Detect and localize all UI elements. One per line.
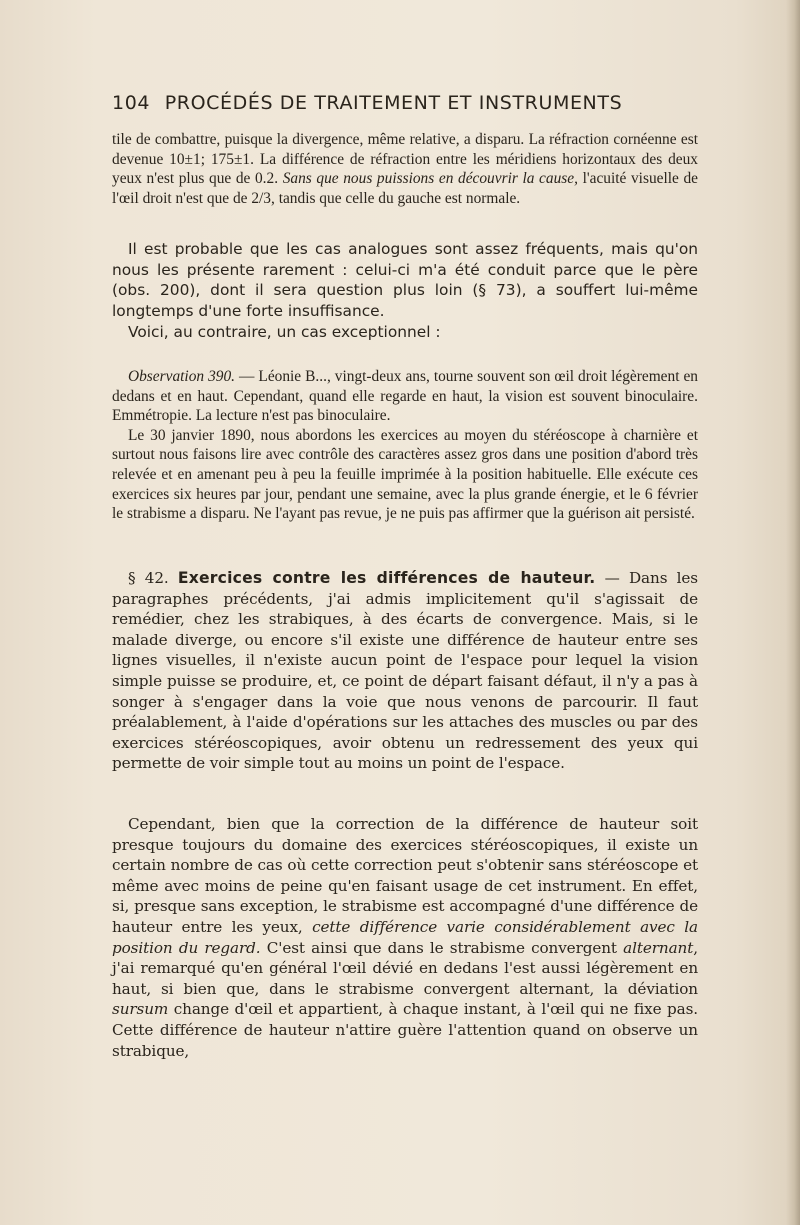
observation-text-b: Le 30 janvier 1890, nous abordons les exercices au moyen du stéréoscope à charnière et surtout nous faisons lire avec contrôle des caractères assez gros dans une position d'abord très relevée et en amenant peu à peu la feuille imprimée à la position habituelle. Elle exécute ces exercices six heures par jour, pendant une semaine, avec la plus grande énergie, et le 6 février le strabisme a disparu. Ne l'ayant pas revue, je ne puis pas affirmer que la guérison ait persisté. <box>112 426 698 523</box>
paragraph-continued <box>112 130 698 208</box>
para2-text: Il est probable que les cas analogues sont assez fréquents, mais qu'on nous les présente rarement : celui-ci m'a été conduit parce que le père (obs. 200), dont il sera question plus loin (§ 73), a souffert lui-même longtemps d'une forte insuffisance. <box>112 240 698 320</box>
para3-text: Voici, au contraire, un cas exceptionnel : <box>128 323 441 341</box>
last-text-b: C'est ainsi que dans le strabisme convergent <box>260 938 624 957</box>
page-edge-shadow <box>786 0 800 1225</box>
observation-text-a: — Léonie B..., vingt-deux ans, tourne souvent son œil droit légèrement en dedans et en haut. Cependant, quand elle regarde en haut, la vision est souvent binoculaire. Emmétropie. La lecture n'est pas binoculaire. <box>112 368 698 425</box>
last-italic-2: alternant <box>623 938 694 957</box>
last-text-a: Cependant, bien que la correction de la différence de hauteur soit presque toujours du domaine des exercices stéréoscopiques, il existe un certain nombre de cas où cette correction peut s'obtenir sans stéréoscope et même avec moins de peine qu'en faisant usage de cet instrument. En effet, si, presque sans exception, le strabisme est accompagné d'une différence de hauteur entre les yeux, <box>112 815 698 936</box>
paragraph-cependant <box>112 814 698 1061</box>
last-italic-1: cette différence varie considérablement avec la position du regard. <box>112 917 698 957</box>
para1-text-b: l'acuité visuelle de l'œil droit n'est que de 2/3, tandis que celle du gauche est normale. <box>112 170 698 207</box>
running-header <box>112 92 672 114</box>
observation-label: Observation 390. <box>128 368 236 385</box>
paragraph-probable <box>112 239 698 321</box>
section-42 <box>112 568 698 774</box>
running-title: PROCÉDÉS DE TRAITEMENT ET INSTRUMENTS <box>164 92 623 114</box>
section-text: — Dans les paragraphes précédents, j'ai admis implicitement qu'il s'agissait de remédier, chez les strabiques, à des écarts de convergence. Mais, si le malade diverge, ou encore s'il existe une différence de hauteur entre ses lignes visuelles, il n'existe aucun point de l'espace pour lequel la vision simple puisse se produire, et, ce point de départ faisant défaut, il n'y a pas à songer à s'engager dans la voie que nous venons de parcourir. Il faut préalablement, à l'aide d'opérations sur les attaches des muscles ou par des exercices stéréoscopiques, avoir obtenu un redressement des yeux qui permette de voir simple tout au moins un point de l'espace. <box>112 569 698 773</box>
last-italic-3: sursum <box>112 1000 169 1019</box>
para1-italic: Sans que nous puissions en découvrir la cause, <box>282 170 578 188</box>
para1-text-a: tile de combattre, puisque la divergence, même relative, a disparu. La réfraction cornéenne est devenue 10±1; 175±1. La différence de réfraction entre les méridiens horizontaux des deux yeux n'est plus que de 0.2. <box>112 131 698 188</box>
observation-block <box>112 367 698 524</box>
page-number: 104 <box>112 92 151 114</box>
paragraph-voici <box>112 322 698 343</box>
section-heading: Exercices contre les différences de hauteur. <box>177 569 596 587</box>
last-text-d: change d'œil et appartient, à chaque instant, à l'œil qui ne fixe pas. Cette différence de hauteur n'attire guère l'attention quand on observe un strabique, <box>112 1000 698 1060</box>
last-text-c: , j'ai remarqué qu'en général l'œil dévié en dedans l'est aussi légèrement en haut, si bien que, dans le strabisme convergent alternant, la déviation <box>112 938 698 998</box>
section-number: § 42. <box>128 569 169 587</box>
